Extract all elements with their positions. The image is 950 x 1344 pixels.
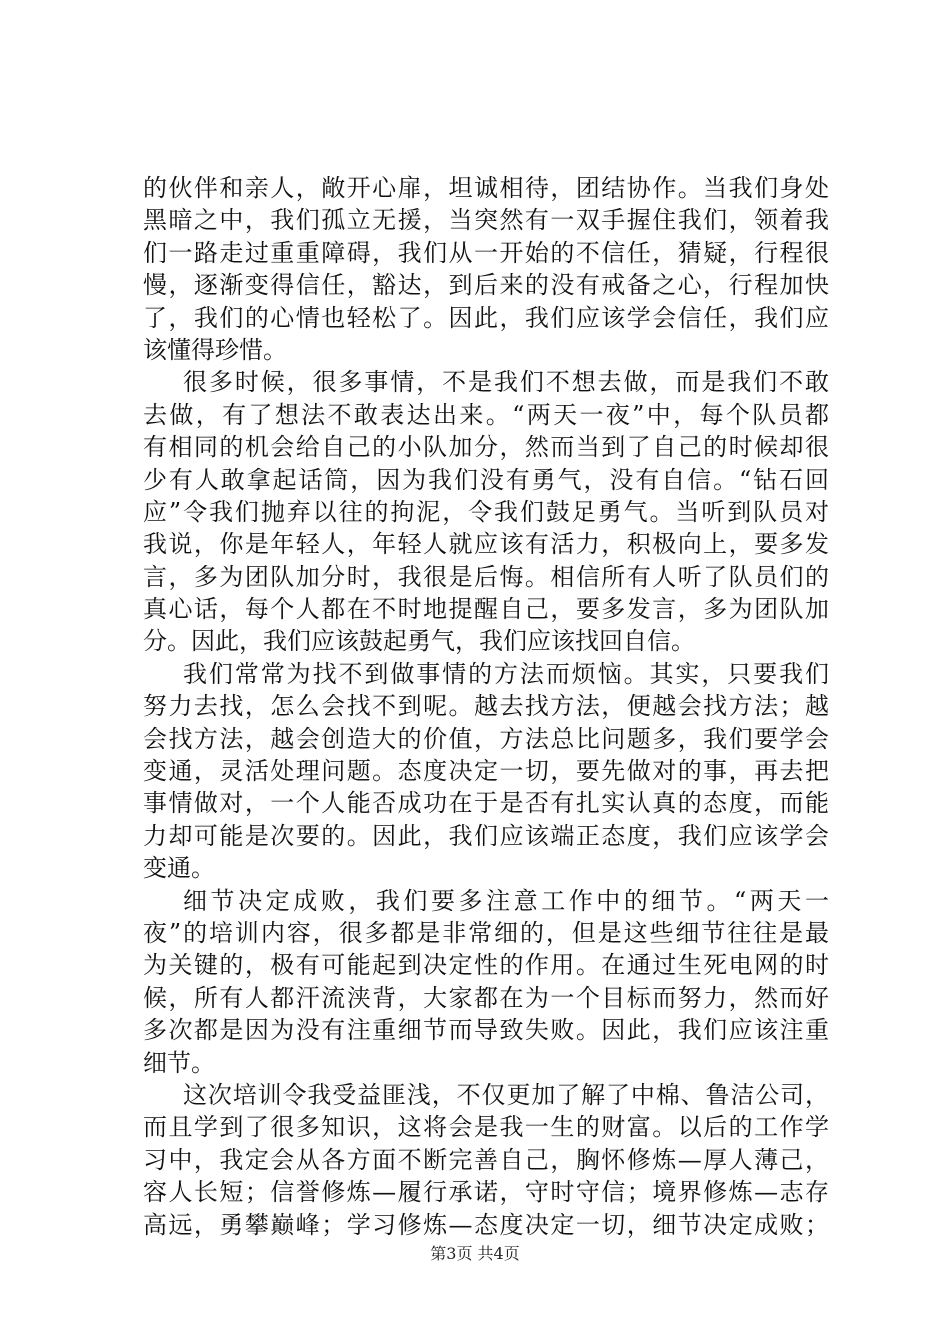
text-line: 少有人敢拿起话筒，因为我们没有勇气，没有自信。“钻石回 xyxy=(143,465,829,494)
text-line: 努力去找，怎么会找不到呢。越去找方法，便越会找方法；越 xyxy=(143,692,829,721)
text-line: 很多时候，很多事情，不是我们不想去做，而是我们不敢 xyxy=(183,368,829,397)
text-line: 习中，我定会从各方面不断完善自己，胸怀修炼—厚人薄己， xyxy=(143,1145,829,1174)
page-footer: 第3页 共4页 xyxy=(430,1244,520,1263)
text-line: 的伙伴和亲人，敞开心扉，坦诚相待，团结协作。当我们身处 xyxy=(143,174,829,202)
text-line: 夜”的培训内容，很多都是非常细的，但是这些细节往往是最 xyxy=(143,918,829,947)
text-line: 细节决定成败，我们要多注意工作中的细节。“两天一 xyxy=(183,886,829,915)
text-line: 我说，你是年轻人，年轻人就应该有活力，积极向上，要多发 xyxy=(143,530,829,559)
text-line: 慢，逐渐变得信任，豁达，到后来的没有戒备之心，行程加快 xyxy=(143,271,829,300)
text-line: 应”令我们抛弃以往的拘泥，令我们鼓足勇气。当听到队员对 xyxy=(143,497,829,526)
text-line: 去做，有了想法不敢表达出来。“两天一夜”中，每个队员都 xyxy=(143,400,829,429)
text-line: 变通，灵活处理问题。态度决定一切，要先做对的事，再去把 xyxy=(143,757,829,786)
text-line: 事情做对，一个人能否成功在于是否有扎实认真的态度，而能 xyxy=(143,789,829,818)
text-line: 有相同的机会给自己的小队加分，然而当到了自己的时候却很 xyxy=(143,433,829,462)
text-line: 言，多为团队加分时，我很是后悔。相信所有人听了队员们的 xyxy=(143,562,829,591)
text-line: 黑暗之中，我们孤立无援，当突然有一双手握住我们，领着我 xyxy=(143,206,829,235)
text-line: 了，我们的心情也轻松了。因此，我们应该学会信任，我们应 xyxy=(143,303,829,332)
text-line: 而且学到了很多知识，这将会是我一生的财富。以后的工作学 xyxy=(143,1113,829,1142)
text-line: 该懂得珍惜。 xyxy=(143,335,287,364)
text-line: 细节。 xyxy=(143,1048,215,1077)
text-line: 容人长短；信誉修炼—履行承诺，守时守信；境界修炼—志存 xyxy=(143,1178,829,1207)
text-line: 变通。 xyxy=(143,854,215,883)
text-line: 高远，勇攀巅峰；学习修炼—态度决定一切，细节决定成败； xyxy=(143,1210,829,1239)
document-body xyxy=(143,172,829,1241)
text-line: 会找方法，越会创造大的价值，方法总比问题多，我们要学会 xyxy=(143,724,829,753)
text-line: 为关键的，极有可能起到决定性的作用。在通过生死电网的时 xyxy=(143,951,829,980)
text-line: 这次培训令我受益匪浅，不仅更加了解了中棉、鲁洁公司， xyxy=(183,1080,829,1109)
text-line: 我们常常为找不到做事情的方法而烦恼。其实，只要我们 xyxy=(183,659,829,688)
text-line: 们一路走过重重障碍，我们从一开始的不信任，猜疑，行程很 xyxy=(143,238,829,267)
text-line: 候，所有人都汗流浃背，大家都在为一个目标而努力，然而好 xyxy=(143,983,829,1012)
text-line: 多次都是因为没有注重细节而导致失败。因此，我们应该注重 xyxy=(143,1016,829,1045)
text-line: 分。因此，我们应该鼓起勇气，我们应该找回自信。 xyxy=(143,627,695,656)
text-line: 力却可能是次要的。因此，我们应该端正态度，我们应该学会 xyxy=(143,821,829,850)
text-line: 真心话，每个人都在不时地提醒自己，要多发言，多为团队加 xyxy=(143,595,829,624)
